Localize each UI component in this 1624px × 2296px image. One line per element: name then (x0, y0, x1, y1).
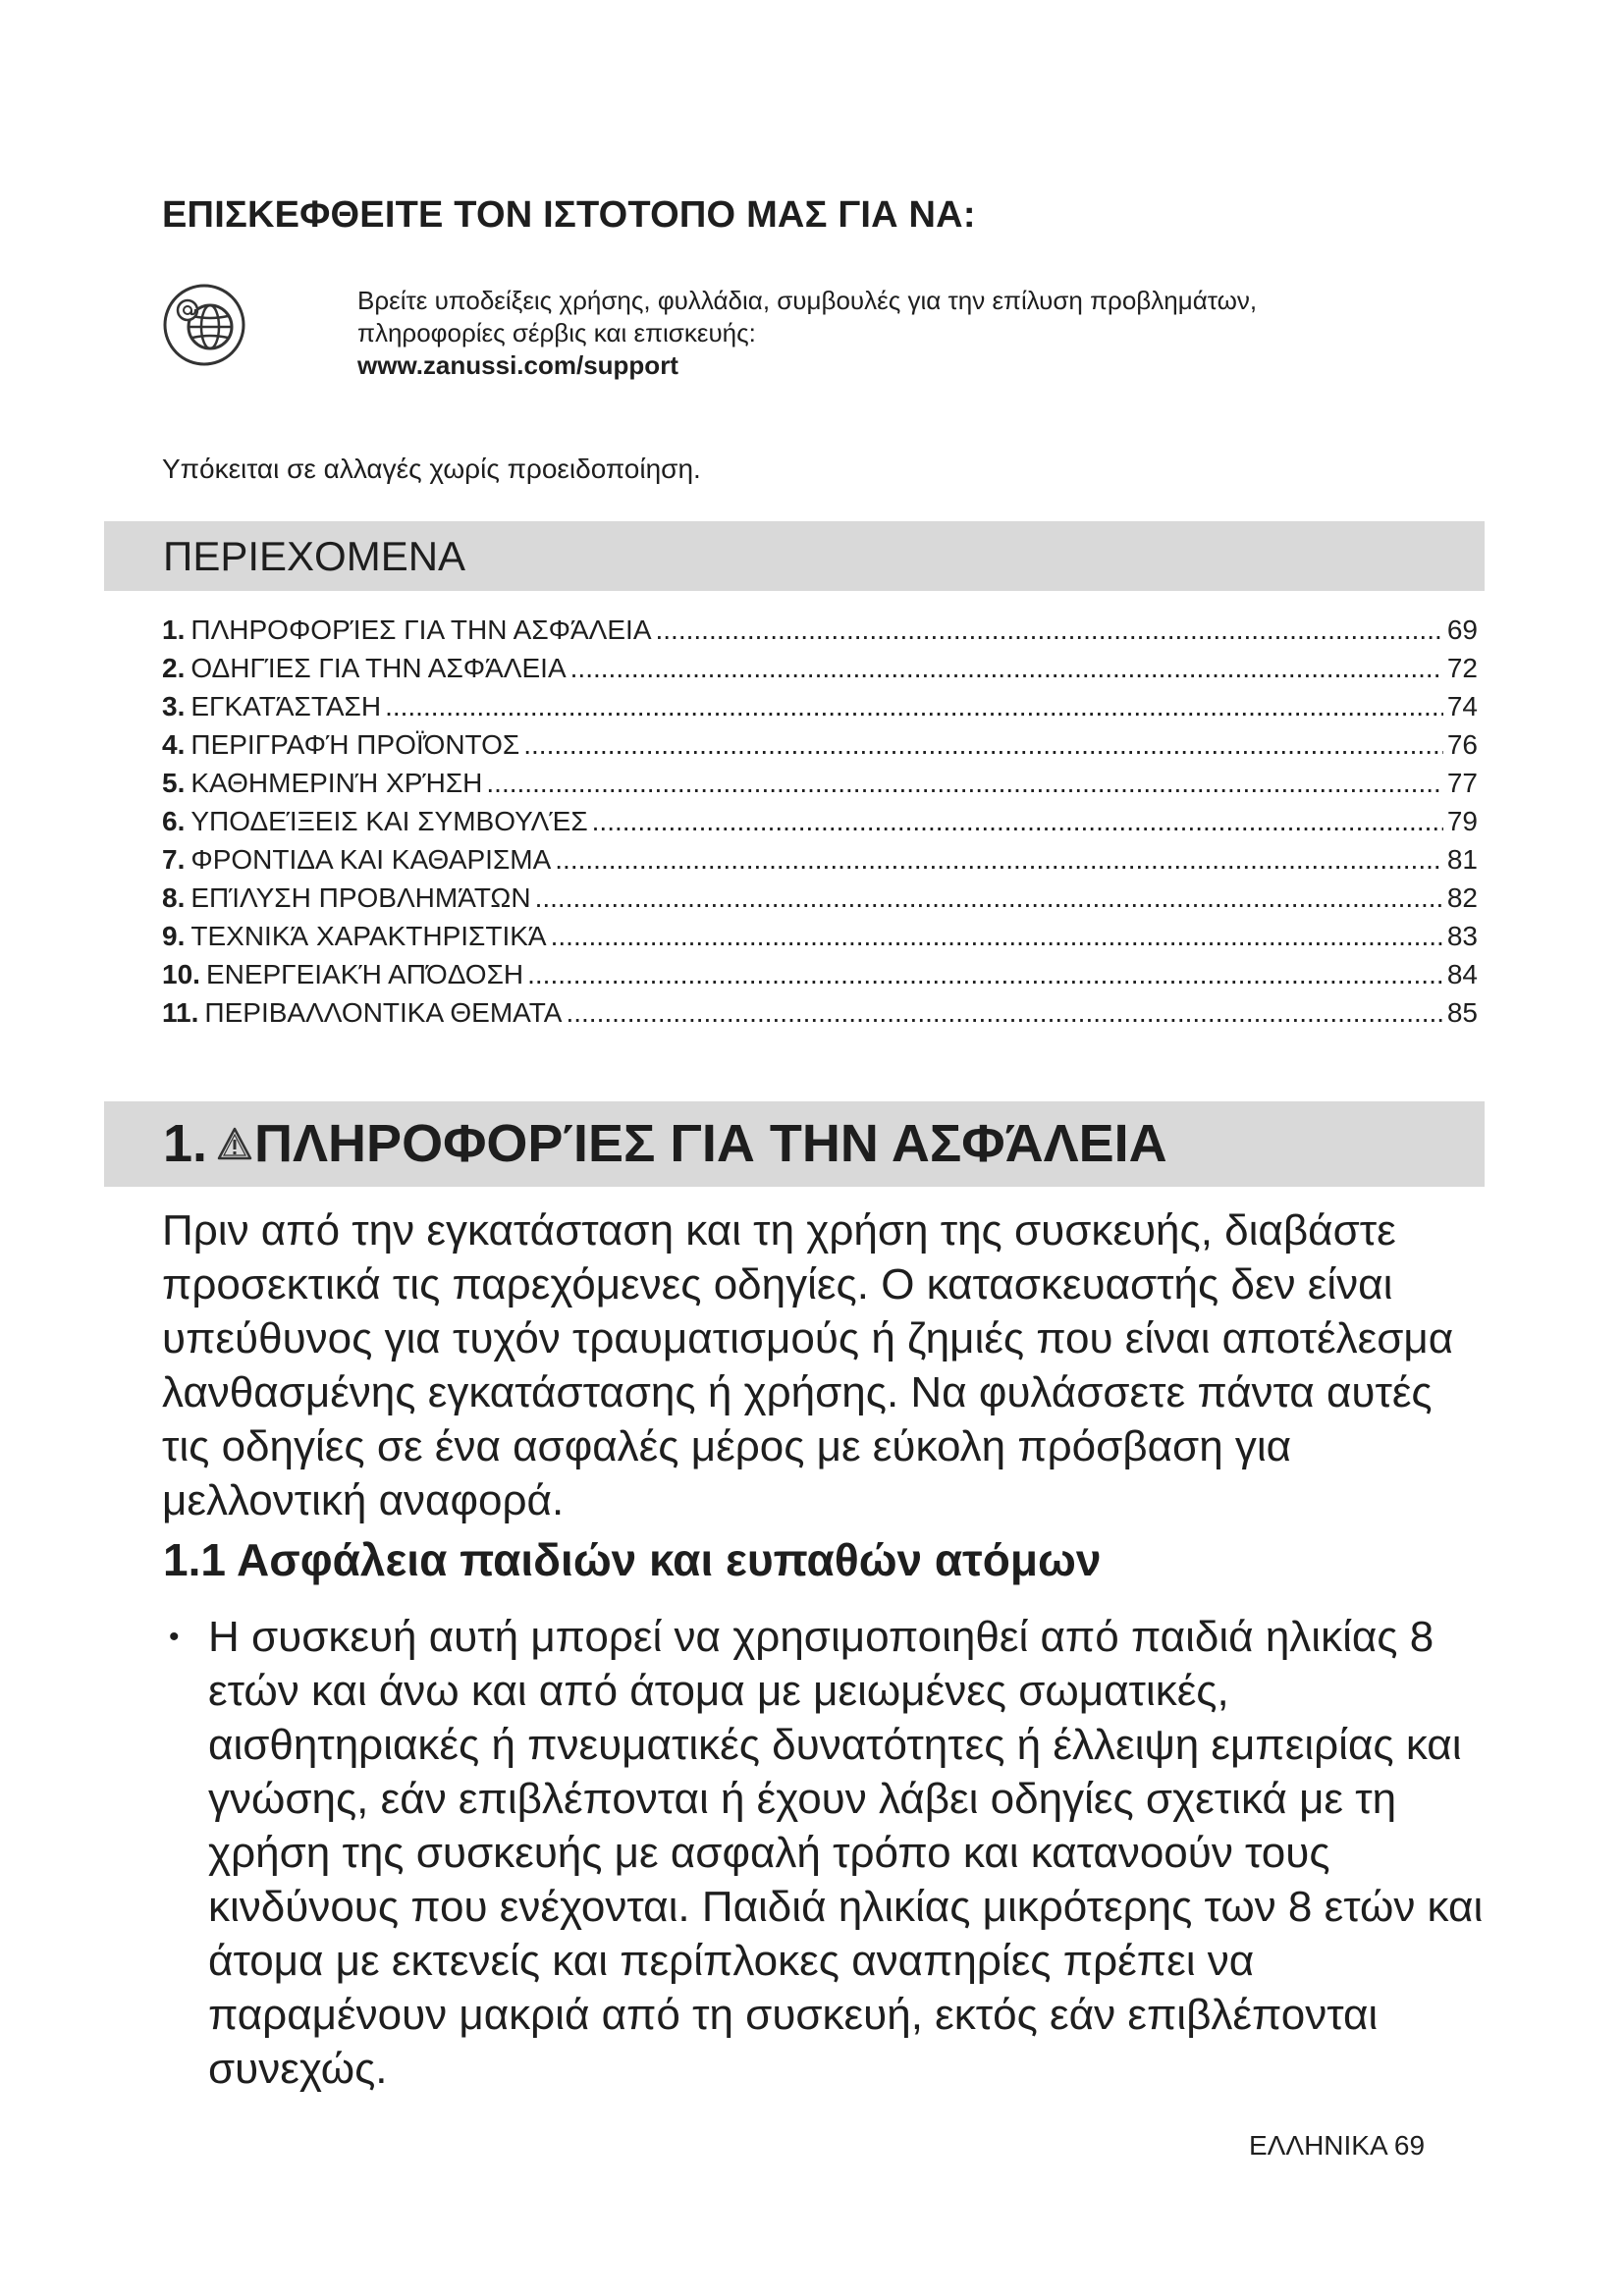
toc-item-number: 10. (162, 959, 200, 989)
subsection-1-1-heading: 1.1 Ασφάλεια παιδιών και ευπαθών ατόμων (163, 1534, 1102, 1585)
toc-item-title: ΥΠΟΔΕΊΞΕΙΣ ΚΑΙ ΣΥΜΒΟΥΛΈΣ (190, 806, 588, 836)
change-notice: Υπόκειται σε αλλαγές χωρίς προειδοποίηση. (162, 454, 701, 484)
page-footer: ΕΛΛΗΝΙΚΑ 69 (1249, 2130, 1426, 2161)
toc-item-title: ΤΕΧΝΙΚΆ ΧΑΡΑΚΤΗΡΙΣΤΙΚΆ (190, 921, 547, 951)
table-of-contents (162, 611, 1478, 1032)
toc-dot-leader (527, 955, 1443, 993)
bullet-text: Η συσκευή αυτή μπορεί να χρησιμοποιηθεί από παιδιά ηλικίας 8 ετών και άνω και από άτομα με μειωμένες σωματικές, αισθητηριακές ή πνευματικές δυνατότητες ή έλλειψη εμπειρίας και γνώσης, εάν επιβλέπονται ή έχουν λάβει οδηγίες σχετικά με τη χρήση της συσκευής με ασφαλή τρόπο και κατανοούν τους κινδύνους που ενέχονται. Παιδιά ηλικίας μικρότερης των 8 ετών και άτομα με εκτενείς και περίπλοκες αναπηρίες πρέπει να παραμένουν μακριά από τη συσκευή, εκτός εάν επιβλέπονται συνεχώς. (208, 1613, 1484, 2093)
toc-item-number: 4. (162, 729, 186, 760)
toc-item-title: ΦΡΟΝΤΙΔΑ ΚΑΙ ΚΑΘΑΡΙΣΜΑ (190, 844, 552, 875)
visit-line-2: πληροφορίες σέρβις και επισκευής: (357, 318, 756, 347)
toc-item-title: ΟΔΗΓΊΕΣ ΓΙΑ ΤΗΝ ΑΣΦΆΛΕΙΑ (190, 653, 567, 683)
toc-item-page: 84 (1446, 959, 1478, 989)
toc-item-title: ΠΛΗΡΟΦΟΡΊΕΣ ΓΙΑ ΤΗΝ ΑΣΦΆΛΕΙΑ (190, 614, 652, 645)
toc-item-8[interactable] (162, 879, 1478, 917)
toc-item-4[interactable] (162, 725, 1478, 764)
toc-item-title: ΠΕΡΙΓΡΑΦΉ ΠΡΟΪΌΝΤΟΣ (190, 729, 520, 760)
bullet-item (169, 1610, 1485, 2096)
toc-dot-leader (592, 802, 1443, 840)
warning-triangle-icon (217, 1127, 252, 1160)
toc-item-1[interactable] (162, 611, 1478, 649)
toc-dot-leader (566, 993, 1442, 1032)
toc-dot-leader (385, 687, 1443, 725)
toc-dot-leader (551, 917, 1443, 955)
toc-item-page: 79 (1446, 806, 1478, 836)
toc-item-11[interactable] (162, 993, 1478, 1032)
toc-item-number: 5. (162, 768, 186, 798)
section-1-heading (163, 1113, 1167, 1174)
support-url-link[interactable]: www.zanussi.com/support (357, 350, 678, 380)
toc-item-2[interactable] (162, 649, 1478, 687)
toc-item-10[interactable] (162, 955, 1478, 993)
toc-item-number: 11. (162, 997, 199, 1028)
toc-dot-leader (486, 764, 1442, 802)
toc-item-title: ΕΓΚΑΤΆΣΤΑΣΗ (190, 691, 382, 721)
toc-item-3[interactable] (162, 687, 1478, 725)
toc-item-number: 8. (162, 882, 186, 913)
toc-heading: ΠΕΡΙΕΧΟΜΕΝΑ (163, 533, 466, 579)
section-number: 1. (163, 1114, 208, 1173)
toc-item-page: 69 (1446, 614, 1478, 645)
toc-item-page: 72 (1446, 653, 1478, 683)
toc-item-number: 1. (162, 614, 186, 645)
toc-item-number: 9. (162, 921, 186, 951)
toc-item-page: 76 (1446, 729, 1478, 760)
toc-item-number: 7. (162, 844, 186, 875)
toc-dot-leader (523, 725, 1443, 764)
toc-item-number: 2. (162, 653, 186, 683)
toc-item-7[interactable] (162, 840, 1478, 879)
toc-item-number: 6. (162, 806, 186, 836)
bullet-dot-icon: • (169, 1621, 180, 1653)
visit-line-1: Βρείτε υποδείξεις χρήσης, φυλλάδια, συμβουλές για την επίλυση προβλημάτων, (357, 286, 1258, 315)
toc-item-page: 74 (1446, 691, 1478, 721)
web-support-icon (162, 283, 246, 367)
toc-item-page: 83 (1446, 921, 1478, 951)
visit-website-heading: ΕΠΙΣΚΕΦΘΕΙΤΕ ΤΟΝ ΙΣΤΟΤΟΠΟ ΜΑΣ ΓΙΑ ΝΑ: (162, 194, 976, 236)
toc-item-title: ΕΝΕΡΓΕΙΑΚΉ ΑΠΌΔΟΣΗ (205, 959, 524, 989)
toc-item-9[interactable] (162, 917, 1478, 955)
toc-item-page: 77 (1446, 768, 1478, 798)
toc-item-title: ΕΠΊΛΥΣΗ ΠΡΟΒΛΗΜΆΤΩΝ (190, 882, 531, 913)
toc-dot-leader (656, 611, 1443, 649)
toc-item-title: ΠΕΡΙΒΑΛΛΟΝΤΙΚΑ ΘΕΜΑΤΑ (204, 997, 563, 1028)
section-title-text: ΠΛΗΡΟΦΟΡΊΕΣ ΓΙΑ ΤΗΝ ΑΣΦΆΛΕΙΑ (254, 1114, 1167, 1173)
toc-item-6[interactable] (162, 802, 1478, 840)
toc-item-number: 3. (162, 691, 186, 721)
safety-intro-paragraph: Πριν από την εγκατάσταση και τη χρήση της συσκευής, διαβάστε προσεκτικά τις παρεχόμενες οδηγίες. Ο κατασκευαστής δεν είναι υπεύθυνος για τυχόν τραυματισμούς ή ζημιές που είναι αποτέλεσμα λανθασμένης εγκατάστασης ή χρήσης. Να φυλάσσετε πάντα αυτές τις οδηγίες σε ένα ασφαλές μέρος με εύκολη πρόσβαση για μελλοντική αναφορά. (162, 1206, 1454, 1524)
toc-item-page: 82 (1446, 882, 1478, 913)
toc-item-5[interactable] (162, 764, 1478, 802)
toc-dot-leader (535, 879, 1443, 917)
toc-dot-leader (555, 840, 1443, 879)
visit-website-text (357, 285, 1536, 382)
toc-item-page: 81 (1446, 844, 1478, 875)
toc-item-title: ΚΑΘΗΜΕΡΙΝΉ ΧΡΉΣΗ (190, 768, 483, 798)
toc-item-page: 85 (1446, 997, 1478, 1028)
toc-dot-leader (570, 649, 1443, 687)
